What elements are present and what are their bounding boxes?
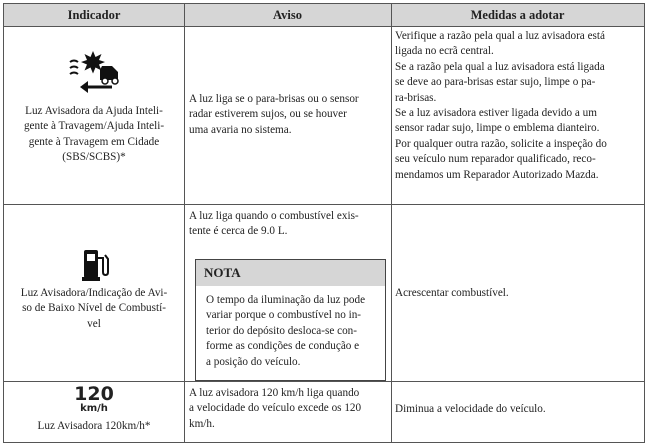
- fuel-pump-icon: [81, 248, 109, 282]
- action-text-sbs: Verifique a razão pela qual a luz avisadora está ligada no ecrã central. Se a razão pela qual a luz avisadora está ligada se deve ao para-brisas estar sujo, limpe o pa- ra-brisas. Se a luz avisadora estiver ligada devido a um sensor radar sujo, limpe o emblema dianteiro. Por qualquer outra razão, solicite a inspeção do seu veículo num reparador qualificado, reco- mendamos um Reparador Autorizado Mazda.: [395, 30, 607, 181]
- action-text-fuel: Acrescentar combustível.: [395, 287, 509, 299]
- indicator-text-fuel: Luz Avisadora/Indicação de Avi- so de Baixo Nível de Combustí- vel: [20, 287, 168, 330]
- row-divider: [4, 204, 644, 205]
- sbs-scbs-warning-icon: [66, 48, 126, 94]
- note-body: O tempo da iluminação da luz pode variar porque o combustível no in- terior do depósito desloca-se con- forme as condições de condução e a posição do veículo.: [206, 294, 366, 368]
- column-divider: [184, 4, 185, 442]
- header-indicador: Indicador: [67, 7, 121, 22]
- warning-lights-table: [3, 3, 645, 443]
- row-divider: [4, 381, 644, 382]
- table-header: [4, 4, 644, 26]
- row-divider: [4, 26, 644, 27]
- note-title: NOTA: [196, 260, 385, 286]
- warning-text-120: A luz avisadora 120 km/h liga quando a velocidade do veículo excede os 120 km/h.: [189, 387, 362, 430]
- warning-text-sbs: A luz liga se o para-brisas ou o sensor radar estiverem sujos, ou se houver uma avaria no sistema.: [189, 93, 359, 136]
- speed-icon-number: 120: [74, 383, 114, 405]
- speed-120-icon: [72, 385, 116, 414]
- action-text-120: Diminua a velocidade do veículo.: [395, 403, 546, 415]
- note-box: [195, 259, 386, 381]
- indicator-text-sbs: Luz Avisadora da Ajuda Inteli- gente à Travagem/Ajuda Inteli- gente à Travagem em Cidade (SBS/SCBS)*: [23, 105, 165, 164]
- indicator-text-120: Luz Avisadora 120km/h*: [37, 420, 151, 432]
- header-medidas: Medidas a adotar: [470, 7, 565, 22]
- column-divider: [391, 4, 392, 442]
- warning-text-fuel: A luz liga quando o combustível exis- tente é cerca de 9.0 L.: [189, 210, 359, 238]
- speed-icon-unit: km/h: [80, 403, 108, 414]
- header-aviso: Aviso: [273, 7, 302, 22]
